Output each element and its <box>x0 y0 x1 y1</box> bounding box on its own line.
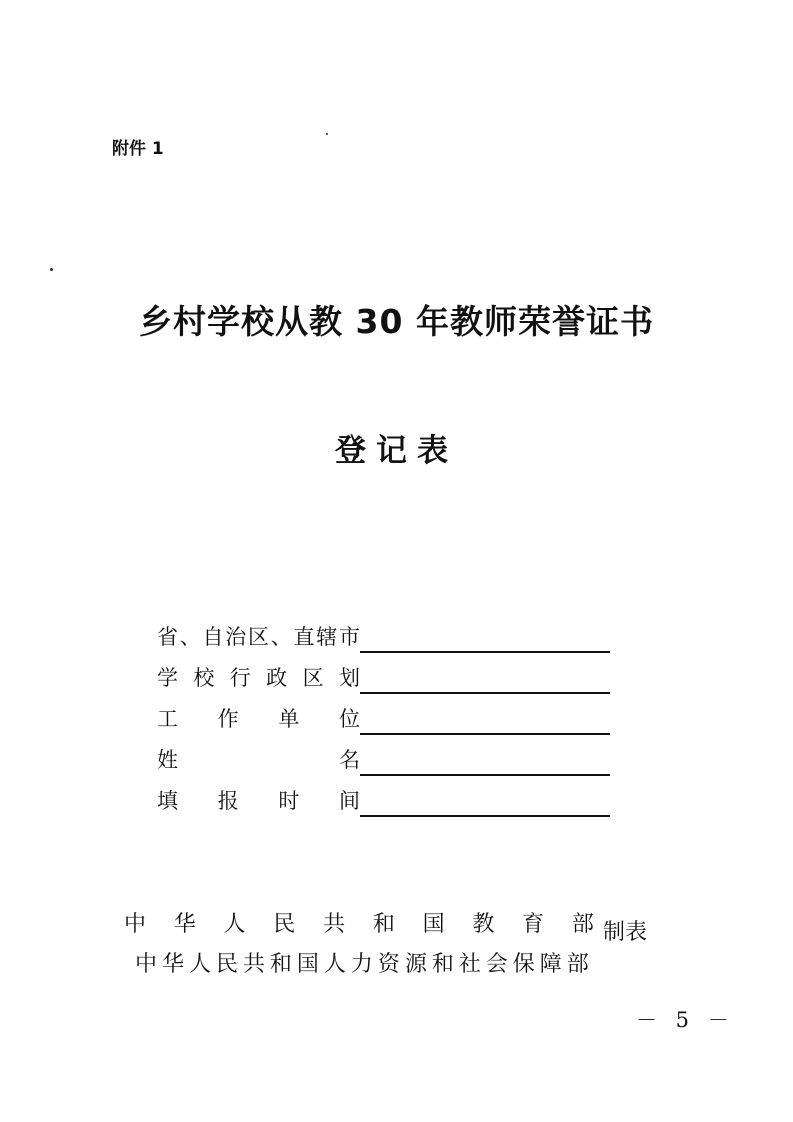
label-char: 区 <box>302 666 324 690</box>
label-char: 会 <box>485 951 508 977</box>
label-char: 、 <box>179 625 201 649</box>
label-char: 力 <box>350 951 373 977</box>
field-date <box>157 776 610 817</box>
label-char: 自 <box>202 625 224 649</box>
label-char: 作 <box>217 707 239 731</box>
label-char: 和 <box>372 911 395 937</box>
label-char: 部 <box>571 911 594 937</box>
scan-speck <box>50 268 53 271</box>
field-line-workplace[interactable] <box>360 707 610 735</box>
label-char: 区 <box>248 625 269 649</box>
label-char: 教 <box>472 911 495 937</box>
page-number: － 5 － <box>636 1008 735 1032</box>
label-char: 姓 <box>157 748 178 772</box>
label-char: 人 <box>188 951 211 977</box>
label-char: 国 <box>422 911 445 937</box>
label-char: 填 <box>157 789 178 813</box>
label-char: 校 <box>193 666 215 690</box>
label-char: 、 <box>270 625 292 649</box>
page-subtitle: 登记表 <box>335 433 458 469</box>
issuer-labor-ministry <box>135 942 589 982</box>
label-char: 民 <box>273 911 296 937</box>
label-char: 和 <box>269 951 292 977</box>
label-char: 政 <box>266 666 288 690</box>
label-char: 位 <box>338 707 360 731</box>
label-char: 育 <box>522 911 545 937</box>
label-char: 人 <box>223 911 246 937</box>
page-title: 乡村学校从教 30 年教师荣誉证书 <box>139 302 654 341</box>
label-char: 障 <box>539 951 562 977</box>
label-char: 保 <box>512 951 535 977</box>
issuing-authorities <box>124 902 594 982</box>
label-char: 中 <box>124 911 147 937</box>
label-char: 工 <box>157 707 178 731</box>
field-line-province[interactable] <box>360 625 610 653</box>
label-char: 资 <box>377 951 400 977</box>
label-char: 市 <box>339 625 360 649</box>
label-char: 学 <box>157 666 178 690</box>
label-char: 源 <box>404 951 427 977</box>
field-line-date[interactable] <box>360 789 610 817</box>
label-char: 民 <box>215 951 238 977</box>
label-char: 时 <box>278 789 300 813</box>
label-char: 人 <box>323 951 346 977</box>
field-line-district[interactable] <box>360 666 610 694</box>
field-workplace <box>157 694 610 735</box>
attachment-label: 附件 1 <box>112 139 164 159</box>
field-district <box>157 653 610 694</box>
label-char: 国 <box>296 951 319 977</box>
label-char: 部 <box>566 951 589 977</box>
label-char: 单 <box>278 707 300 731</box>
label-char: 共 <box>242 951 265 977</box>
field-label-name <box>157 744 360 776</box>
label-char: 划 <box>338 666 360 690</box>
label-char: 社 <box>458 951 481 977</box>
scan-speck <box>326 133 328 135</box>
field-label-workplace <box>157 703 360 735</box>
registration-fields <box>157 612 610 817</box>
field-label-district <box>157 662 360 694</box>
label-char: 省 <box>157 625 178 649</box>
field-province <box>157 612 610 653</box>
field-name <box>157 735 610 776</box>
issuer-suffix: 制表 <box>603 920 648 945</box>
field-label-date <box>157 785 360 817</box>
label-char: 报 <box>217 789 239 813</box>
label-char: 间 <box>338 789 360 813</box>
label-char: 共 <box>323 911 346 937</box>
label-char: 辖 <box>316 625 338 649</box>
label-char: 和 <box>431 951 454 977</box>
label-char: 中 <box>135 951 158 977</box>
field-line-name[interactable] <box>360 748 610 776</box>
issuer-education-ministry <box>124 902 594 942</box>
label-char: 华 <box>173 911 196 937</box>
label-char: 行 <box>229 666 251 690</box>
label-char: 华 <box>161 951 184 977</box>
label-char: 直 <box>293 625 315 649</box>
label-char: 名 <box>339 748 360 772</box>
field-label-province <box>157 621 360 653</box>
label-char: 治 <box>225 625 247 649</box>
